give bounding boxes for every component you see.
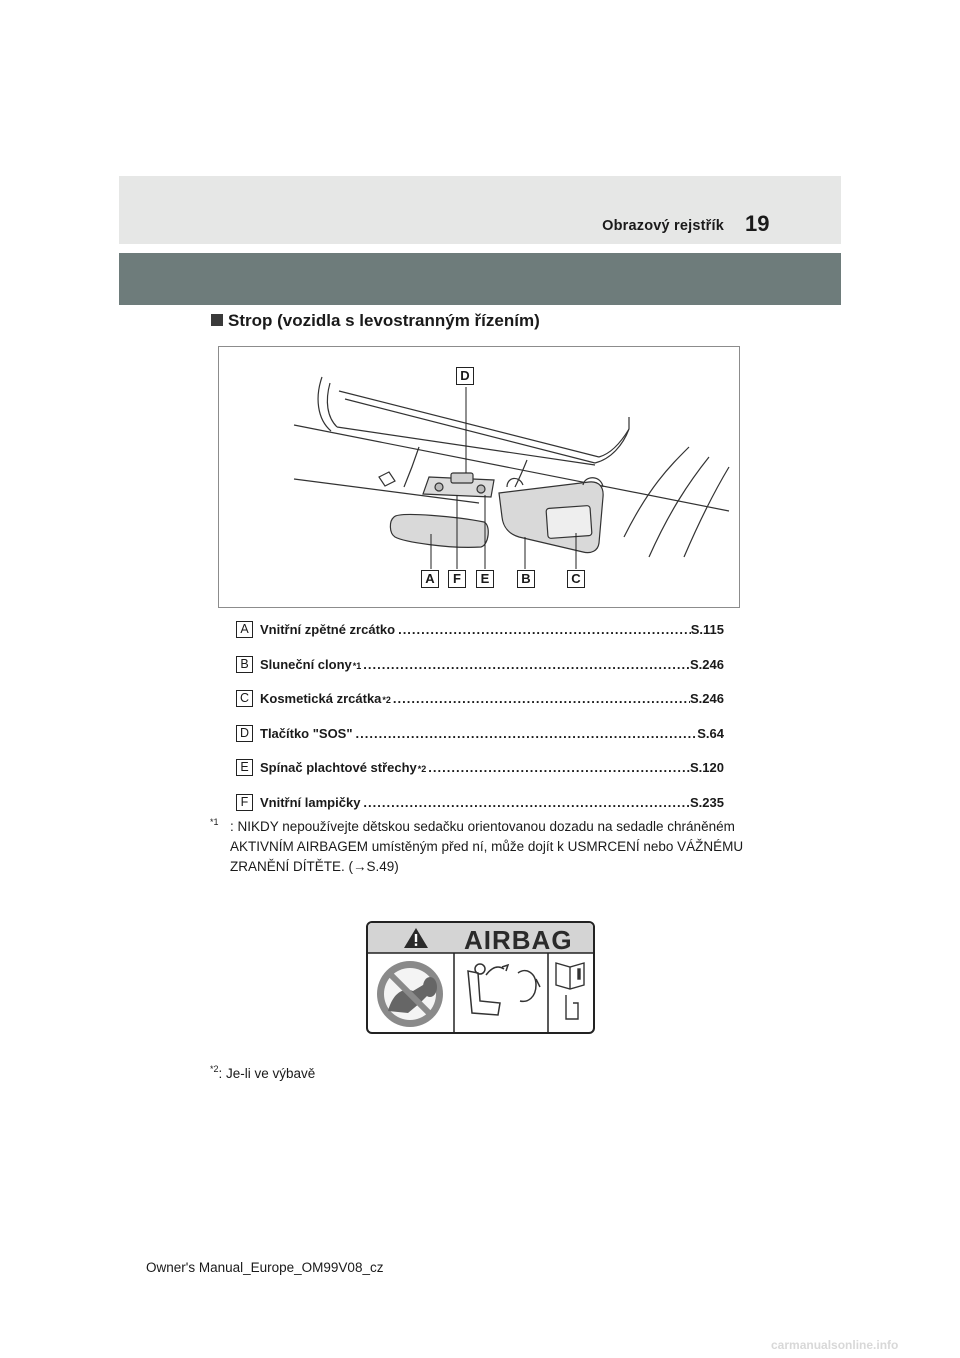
ceiling-drawing bbox=[219, 347, 740, 608]
footnote-2-text: : Je-li ve výbavě bbox=[218, 1066, 316, 1081]
page-reference[interactable]: S.120 bbox=[690, 760, 724, 775]
header-band bbox=[119, 176, 841, 244]
footer-text: Owner's Manual_Europe_OM99V08_cz bbox=[146, 1260, 384, 1275]
legend-letter: C bbox=[236, 690, 253, 707]
callout-d: D bbox=[456, 367, 474, 385]
callout-a: A bbox=[421, 570, 439, 588]
ceiling-illustration bbox=[218, 346, 740, 608]
watermark: carmanualsonline.info bbox=[771, 1338, 899, 1352]
callout-f: F bbox=[448, 570, 466, 588]
legend-letter: B bbox=[236, 656, 253, 673]
legend-name: Tlačítko "SOS" bbox=[260, 725, 353, 741]
section-heading-text: Strop (vozidla s levostranným řízením) bbox=[228, 311, 540, 330]
legend-item: C Kosmetická zrcátka *2 ..... S.246 bbox=[236, 682, 724, 717]
legend-name: Spínač plachtové střechy bbox=[260, 760, 417, 775]
legend-name: Vnitřní zpětné zrcátko bbox=[260, 622, 396, 637]
footnote-1-text: : NIKDY nepoužívejte dětskou sedačku orientovanou dozadu na sedadle chráněném AKTIVNÍM AIRBAGEM umístěným před ní, může dojít k USMRCENÍ nebo VÁŽNÉMU ZRANĚNÍ DÍTĚTE. (→S.49) bbox=[230, 819, 744, 874]
page-reference[interactable]: S.64 bbox=[697, 725, 724, 741]
legend-item: B Sluneční clony *1 ..... S.246 bbox=[236, 648, 724, 683]
section-tab-band bbox=[119, 253, 841, 305]
legend-letter: E bbox=[236, 759, 253, 776]
footnote-2-marker: *2 bbox=[210, 1064, 219, 1074]
callout-e: E bbox=[476, 570, 494, 588]
legend-item: E Spínač plachtové střechy *2 ..... S.120 bbox=[236, 751, 724, 786]
legend-letter: F bbox=[236, 794, 253, 811]
footnote-1-marker: *1 bbox=[210, 817, 219, 827]
dot-leader bbox=[354, 726, 698, 741]
legend-letter: D bbox=[236, 725, 253, 742]
callout-c: C bbox=[567, 570, 585, 588]
legend-name: Vnitřní lampičky bbox=[260, 794, 361, 810]
dot-leader bbox=[361, 657, 690, 672]
legend-item bbox=[236, 717, 724, 752]
dot-leader bbox=[361, 795, 690, 810]
page-number: 19 bbox=[745, 211, 770, 236]
dot-leader bbox=[391, 691, 690, 706]
airbag-word: AIRBAG bbox=[464, 925, 573, 955]
footnote-2 bbox=[210, 1066, 315, 1081]
page-reference[interactable]: S.246 bbox=[690, 691, 724, 706]
section-title: Obrazový rejstřík bbox=[602, 218, 724, 234]
callout-b: B bbox=[517, 570, 535, 588]
page-reference[interactable]: S.235 bbox=[690, 794, 724, 810]
square-bullet-icon bbox=[211, 314, 223, 326]
section-heading bbox=[211, 311, 540, 331]
legend-name: Kosmetická zrcátka bbox=[260, 691, 382, 706]
page-reference[interactable]: S.115 bbox=[690, 622, 724, 637]
legend-name: Sluneční clony bbox=[260, 656, 352, 672]
page-reference[interactable]: S.246 bbox=[690, 656, 724, 672]
dot-leader bbox=[396, 622, 691, 637]
airbag-warning-label bbox=[366, 921, 595, 1034]
dot-leader bbox=[426, 760, 690, 775]
legend-letter: A bbox=[236, 621, 253, 638]
legend-list bbox=[236, 613, 724, 820]
footnote-1 bbox=[210, 817, 750, 877]
legend-item bbox=[236, 786, 724, 821]
legend-item bbox=[236, 613, 724, 648]
